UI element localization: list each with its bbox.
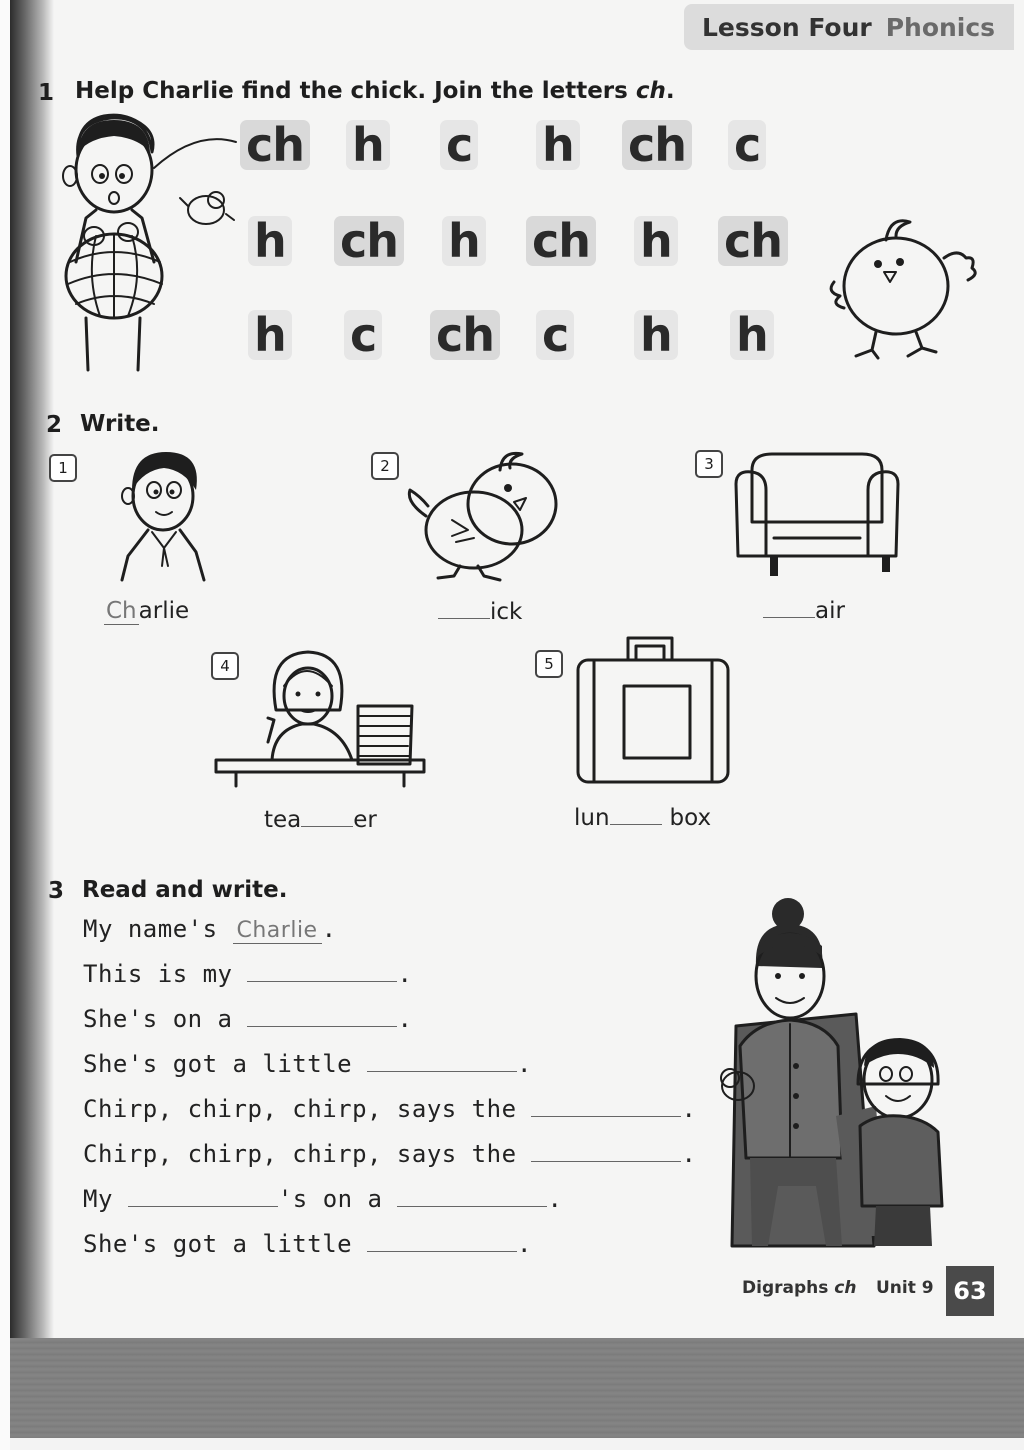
item-1-number: 1 bbox=[49, 454, 77, 482]
item-3-number: 3 bbox=[695, 450, 723, 478]
sentence-6-blank[interactable] bbox=[531, 1141, 681, 1162]
letter-tile-r2-c6[interactable]: ch bbox=[718, 216, 788, 266]
letter-tile-r3-c1[interactable]: h bbox=[248, 310, 292, 360]
item-4-blank[interactable] bbox=[301, 806, 353, 827]
letter-tile-r3-c5[interactable]: h bbox=[634, 310, 678, 360]
letter-tile-r1-c2[interactable]: h bbox=[346, 120, 390, 170]
chick-picture bbox=[404, 446, 574, 586]
letter-tile-r2-c3[interactable]: h bbox=[442, 216, 486, 266]
scan-bottom-band bbox=[10, 1338, 1024, 1438]
sentence-8-blank[interactable] bbox=[367, 1231, 517, 1252]
sentence-3-blank[interactable] bbox=[247, 1006, 397, 1027]
letter-tile-r3-c6[interactable]: h bbox=[730, 310, 774, 360]
lesson-title: Lesson Four bbox=[702, 12, 872, 42]
exercise-1-number: 1 bbox=[38, 80, 55, 106]
footer-unit: Unit 9 bbox=[876, 1278, 934, 1298]
item-5-blank[interactable] bbox=[610, 804, 662, 825]
item-5-word: lun box bbox=[574, 805, 712, 831]
sentence-1: My name's Charlie . bbox=[83, 915, 337, 943]
letter-tile-r2-c1[interactable]: h bbox=[248, 216, 292, 266]
sentence-1-filled-answer[interactable]: Charlie bbox=[233, 918, 322, 944]
book-spine-shadow bbox=[10, 0, 54, 1340]
exercise-1-instruction: Help Charlie find the chick. Join the letters ch. bbox=[75, 78, 675, 104]
sentence-2-blank[interactable] bbox=[247, 961, 397, 982]
page-number: 63 bbox=[946, 1266, 994, 1316]
item-4-number: 4 bbox=[211, 652, 239, 680]
lesson-header bbox=[684, 4, 1014, 50]
sentence-5-blank[interactable] bbox=[531, 1096, 681, 1117]
letter-tile-r2-c5[interactable]: h bbox=[634, 216, 678, 266]
item-3-blank[interactable] bbox=[763, 597, 815, 618]
letter-tile-r1-c6[interactable]: c bbox=[728, 120, 766, 170]
sentence-2: This is my . bbox=[83, 960, 413, 988]
charlie-with-chicks-picture bbox=[56, 112, 246, 372]
item-2-number: 2 bbox=[371, 452, 399, 480]
item-2-blank[interactable] bbox=[438, 598, 490, 619]
item-3-word: air bbox=[763, 597, 845, 624]
item-5-number: 5 bbox=[535, 650, 563, 678]
letter-tile-r3-c3[interactable]: ch bbox=[430, 310, 500, 360]
letter-tile-r2-c2[interactable]: ch bbox=[334, 216, 404, 266]
letter-tile-r3-c2[interactable]: c bbox=[344, 310, 382, 360]
charlie-boy-picture bbox=[118, 446, 218, 586]
letter-tile-r1-c5[interactable]: ch bbox=[622, 120, 692, 170]
teacher-at-desk-picture bbox=[212, 648, 432, 788]
sentence-3: She's on a . bbox=[83, 1005, 413, 1033]
sentence-7-blank-2[interactable] bbox=[397, 1186, 547, 1207]
item-4-word: tea er bbox=[264, 807, 377, 833]
letter-tile-r3-c4[interactable]: c bbox=[536, 310, 574, 360]
chick-picture bbox=[826, 212, 986, 362]
item-1-filled-answer[interactable]: Ch bbox=[106, 598, 137, 624]
letter-tile-r1-c4[interactable]: h bbox=[536, 120, 580, 170]
letter-tile-r1-c1[interactable]: ch bbox=[240, 120, 310, 170]
sentence-5: Chirp, chirp, chirp, says the . bbox=[83, 1095, 697, 1123]
exercise-2-instruction: Write. bbox=[80, 411, 160, 437]
footer-topic: Digraphs ch bbox=[742, 1278, 857, 1298]
exercise-2-number: 2 bbox=[46, 412, 63, 438]
scan-margin bbox=[0, 0, 10, 1450]
lunchbox-picture bbox=[572, 630, 742, 786]
armchair-picture bbox=[732, 450, 902, 580]
letter-tile-r1-c3[interactable]: c bbox=[440, 120, 478, 170]
sentence-7-blank-1[interactable] bbox=[128, 1186, 278, 1207]
item-2-word: ick bbox=[438, 598, 522, 625]
exercise-3-number: 3 bbox=[48, 878, 65, 904]
sentence-4-blank[interactable] bbox=[367, 1051, 517, 1072]
letter-tile-r2-c4[interactable]: ch bbox=[526, 216, 596, 266]
sentence-4: She's got a little . bbox=[83, 1050, 532, 1078]
exercise-3-instruction: Read and write. bbox=[82, 877, 288, 903]
sentence-6: Chirp, chirp, chirp, says the . bbox=[83, 1140, 697, 1168]
sentence-8: She's got a little . bbox=[83, 1230, 532, 1258]
sentence-7: My 's on a . bbox=[83, 1185, 563, 1213]
lesson-section: Phonics bbox=[885, 12, 996, 42]
grandma-and-charlie-picture bbox=[706, 896, 986, 1252]
item-1-word: Charlie bbox=[106, 598, 190, 624]
